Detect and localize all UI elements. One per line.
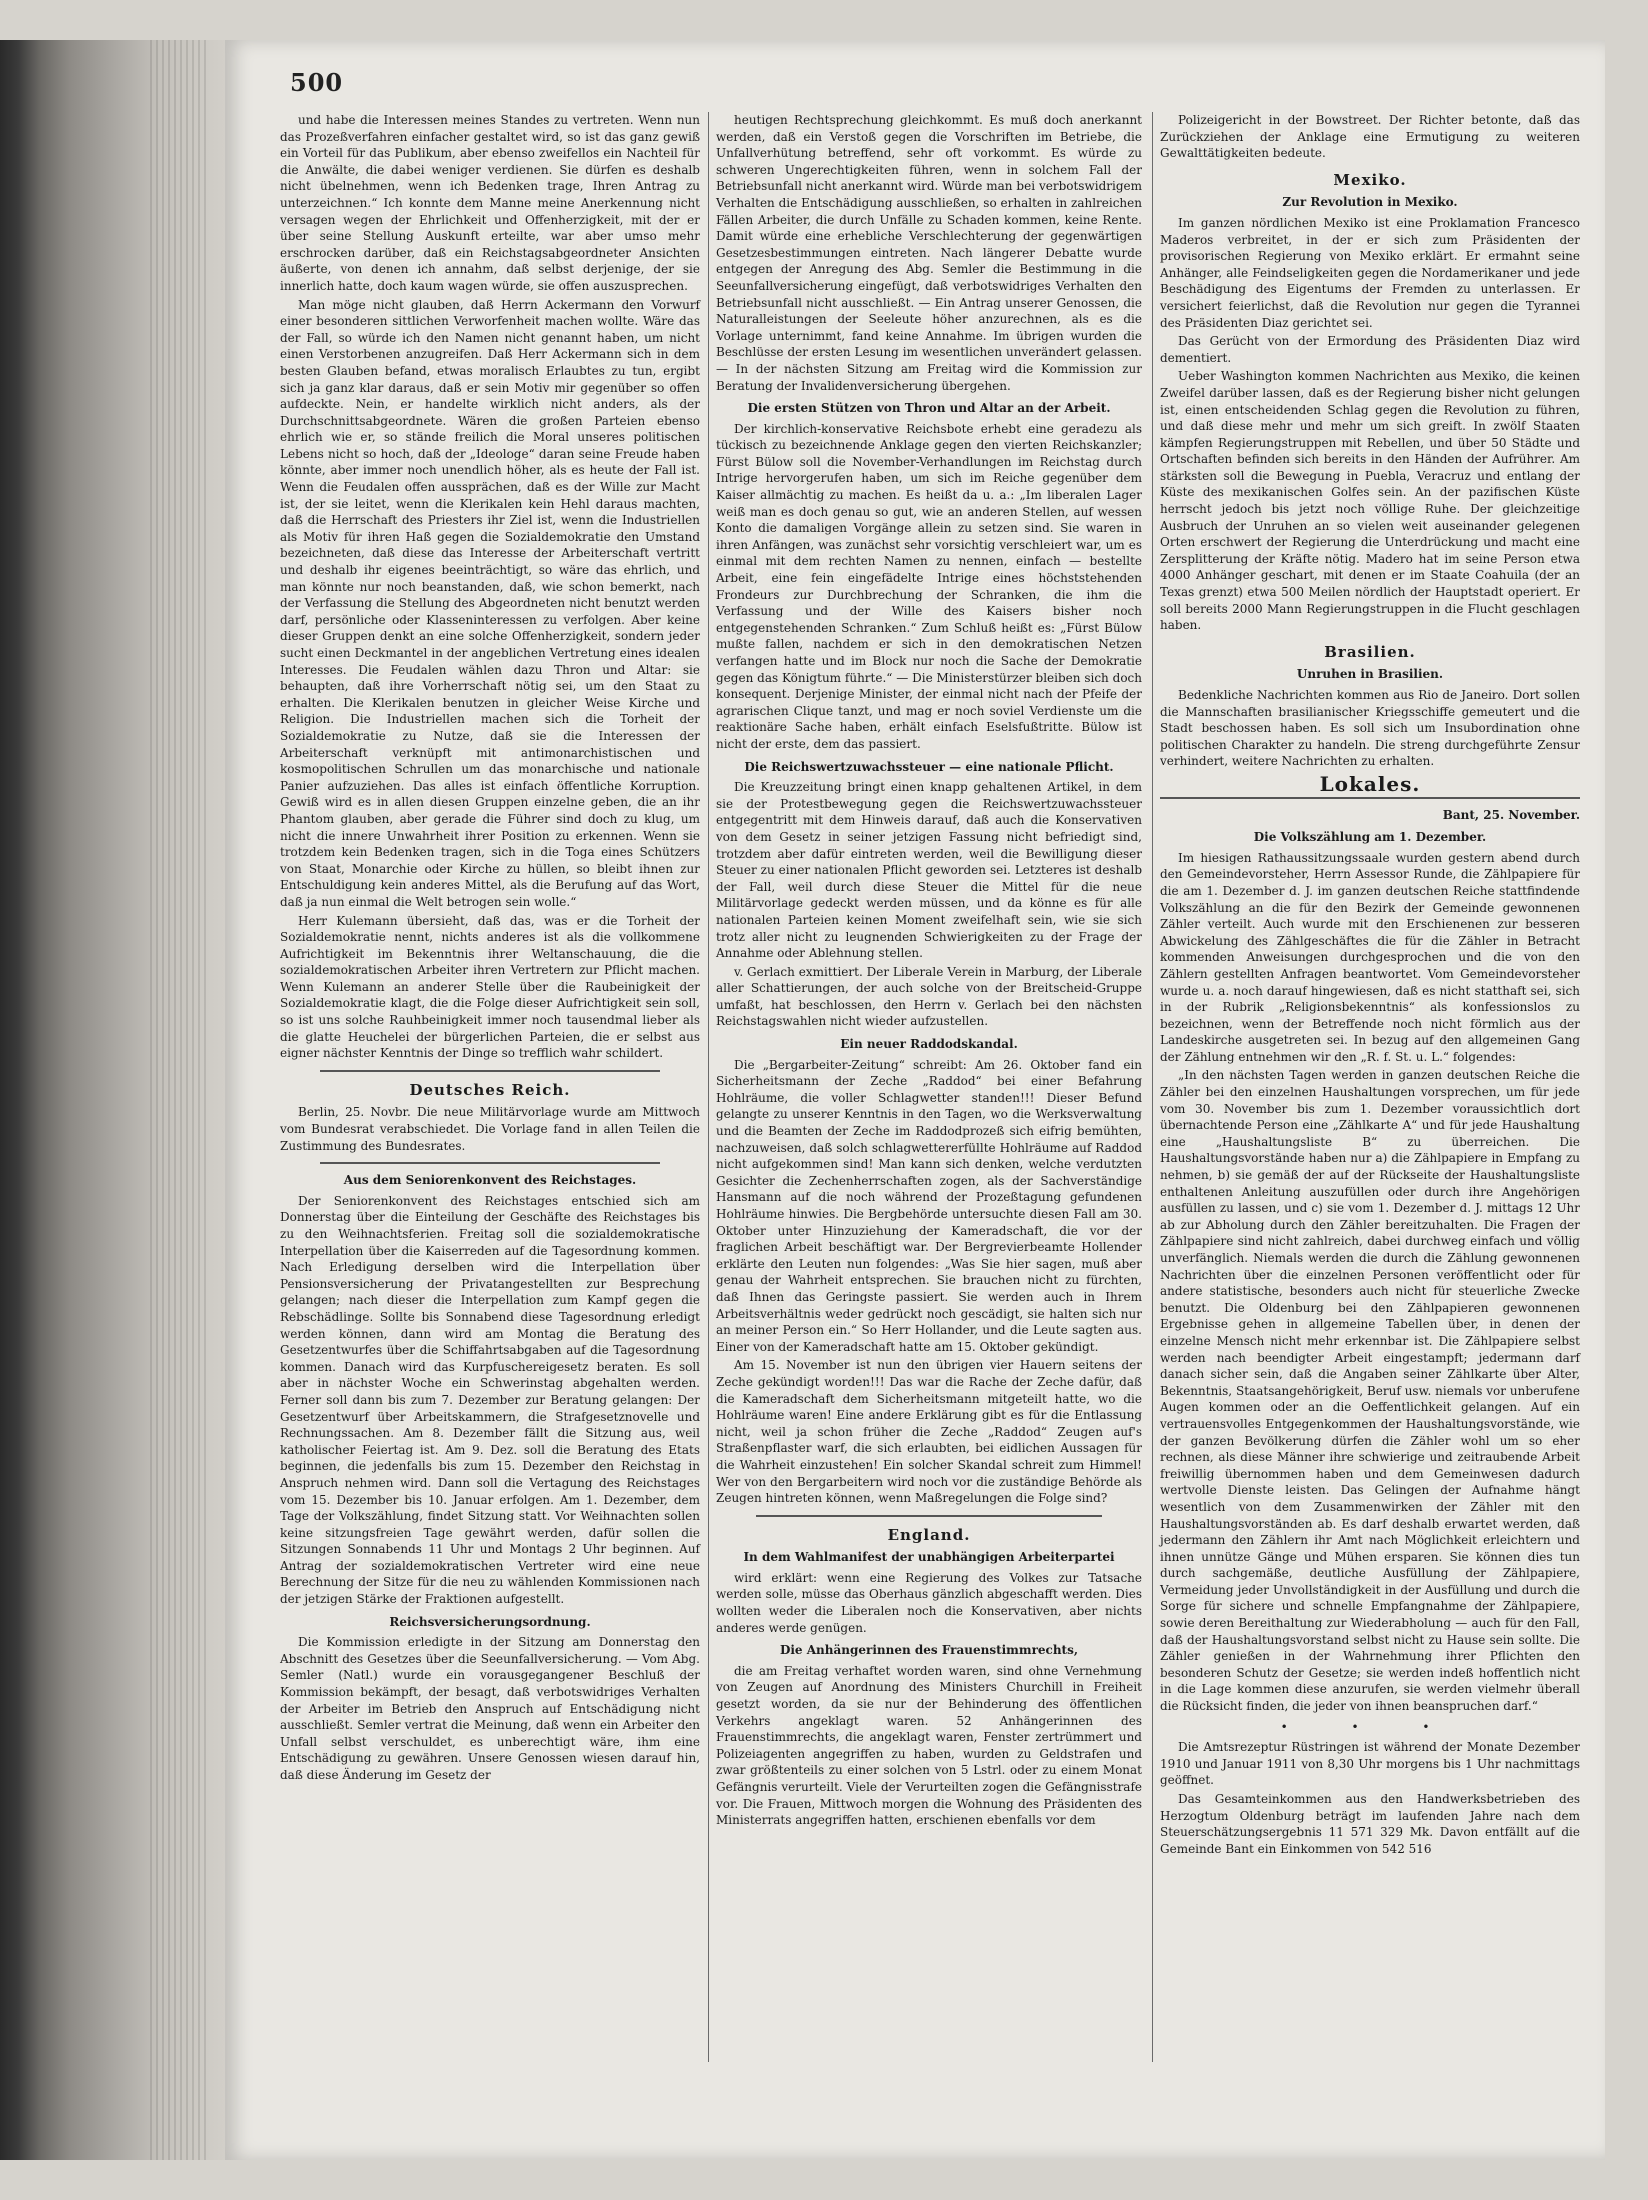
column-2	[716, 112, 1142, 2072]
subheading-raddod: Ein neuer Raddodskandal.	[840, 1037, 1018, 1052]
section-heading-england: England.	[887, 1525, 971, 1544]
page-number: 500	[290, 68, 344, 97]
paragraph: Die Kreuzzeitung bringt einen knapp gehaltenen Artikel, in dem sie der Protestbewegung gegen die Reichswertzuwachssteuer entgegentritt mit dem Hinweis darauf, daß auch die Konservativen von dem Gesetz in seiner jetzigen Fassung nicht befriedigt sind, trotzdem aber dafür eintreten werden, weil die Bewilligung dieser Steuer zu einer nationalen Pflicht geworden sei. Letzteres ist deshalb der Fall, weil durch diese Steuer die Mittel für die neue Militärvorlage gedeckt werden müssen, und da könne es für alle nationalen Parteien keinen Moment zweifelhaft sein, wie sie sich trotz aller nicht zu leugnenden Schwierigkeiten zu der Frage der Annahme oder Ablehnung stellen.	[716, 780, 1142, 961]
subheading-stuetzen: Die ersten Stützen von Thron und Altar an der Arbeit.	[747, 401, 1111, 416]
separator-dots: • • •	[1280, 1719, 1460, 1734]
subheading-reichsversicherung: Reichsversicherungsordnung.	[389, 1614, 591, 1629]
subheading-frauenstimmrecht: Die Anhängerinnen des Frauenstimmrechts,	[779, 1643, 1079, 1658]
section-heading-brasilien: Brasilien.	[1324, 642, 1416, 661]
paragraph: Die Kommission erledigte in der Sitzung am Donnerstag den Abschnitt des Gesetzes über die Seeunfallversicherung. — Vom Abg. Semler (Natl.) wurde ein vorausgegangener Beschluß der Kommission bekämpft, der besagt, daß verbotswidriges Verhalten der Arbeiter im Betrieb den Anspruch auf Entschädigung nicht ausschließt. Semler vertrat die Meinung, daß wenn ein Arbeiter den Unfall selbst verschuldet, es unberechtigt wäre, ihm eine Entschädigung zu gewähren. Unsere Genossen wiesen darauf hin, daß diese Änderung im Gesetz der	[280, 1635, 700, 1782]
paragraph: Die „Bergarbeiter-Zeitung“ schreibt: Am 26. Oktober fand ein Sicherheitsmann der Zeche „Raddod“ bei einer Befahrung Hohlräume, die voller Schlagwetter standen!!! Dieser Befund gelangte zu unserer Kenntnis in den Tagen, wo die Werksverwaltung und die Beamten der Zeche im Raddodprozeß sich eifrig bemühten, nachzuweisen, daß solch schlagwettererfüllte Hohlräume auf Raddod nicht aufgekommen sind! Man kann sich denken, welche verdutzten Gesichter die Zechenherrschaften zogen, als der Sachverständige Hansmann auf die noch während der Prozeßtagung gefundenen Hohlräume hinwies. Die Bergbehörde untersuchte diesen Fall am 30. Oktober unter Hinzuziehung der Kameradschaft, die vor der fraglichen Arbeit beschäftigt war. Der Bergrevierbeamte Hollender erklärte den Leuten nun folgendes: „Was Sie hier sagen, muß aber genau der Wahrheit entsprechen. Sie brauchen nicht zu fürchten, daß Ihnen das Geringste passiert. Sie werden auch in Ihrem Arbeitsverhältnis weder gedrückt noch gescädigt, sie halten sich nur an meiner Person ein.“ So Herr Hollander, und die Leute sagten aus. Einer von der Kameradschaft hatte am 15. Oktober gekündigt.	[716, 1057, 1142, 1354]
paragraph-gesamteinkommen: Das Gesamteinkommen aus den Handwerksbetrieben des Herzogtum Oldenburg beträgt im laufenden Jahre nach dem Steuerschätzungsergebnis 11 571 329 Mk. Davon entfällt auf die Gemeinde Bant ein Einkommen von 542 516	[1160, 1792, 1580, 1856]
paragraph: Der Seniorenkonvent des Reichstages entschied sich am Donnerstag über die Einteilung der Geschäfte des Reichstages bis zu den Weihnachtsferien. Freitag soll die sozialdemokratische Interpellation über die Kaiserreden auf die Tagesordnung kommen. Nach Erledigung derselben wird die Interpellation über Pensionsversicherung der Privatangestellten zur Besprechung gelangen; nach dieser die Interpellation zum Kampf gegen die Rebschädlinge. Sollte bis Sonnabend diese Tagesordnung erledigt werden können, dann wird am Montag die Beratung des Gesetzentwurfes über die Schiffahrtsabgaben auf die Tagesordnung kommen. Danach wird das Kurpfuschereigesetz beraten. Es soll aber in nächster Woche ein Schwerinstag abgehalten werden. Ferner soll dann bis zum 7. Dezember zur Beratung gelangen: Der Gesetzentwurf über Arbeitskammern, die Strafgesetznovelle und Rechnungssachen. Am 8. Dezember fällt die Sitzung aus, weil katholischer Feiertag ist. Am 9. Dez. soll die Beratung des Etats beginnen, die jedenfalls bis zum 15. Dezember den Reichstag in Anspruch nehmen wird. Dann soll die Vertagung des Reichstages vom 15. Dezember bis 10. Januar erfolgen. Am 1. Dezember, dem Tage der Volkszählung, findet Sitzung statt. Vor Weihnachten sollen keine sitzungsfreien Tage gewährt werden, dafür sollen die Sitzungen Sonnabends 11 Uhr und Montags 2 Uhr beginnen. Auf Antrag der sozialdemokratischen Vertreter wird eine neue Berechnung der Sitze für die neu zu wählenden Kommissionen nach der jetzigen Stärke der Fraktionen aufgestellt.	[280, 1193, 700, 1607]
section-rule	[756, 1515, 1102, 1517]
column-1	[280, 112, 700, 1902]
subheading-reichswertzuwachssteuer: Die Reichswertzuwachssteuer — eine nationale Pflicht.	[744, 759, 1114, 774]
column-rule-1	[708, 112, 709, 2062]
paragraph: und habe die Interessen meines Standes zu vertreten. Wenn nun das Prozeßverfahren einfacher gestaltet wird, so ist das ganz gewiß ein Vorteil für das Publikum, aber ebenso zweifellos ein Nachteil für die Anwälte, die dabei weniger verdienen. Sie dürfen es deshalb nicht übelnehmen, wenn ich Bedenken trage, Ihren Antrag zu unterzeichnen.“ Ich konnte dem Manne meine Anerkennung nicht versagen wegen der Ehrlichkeit und Offenherzigkeit, mit der er über seine Stellung Auskunft erteilte, war aber umso mehr erschrocken darüber, daß ein Reichstagsabgeordneter Ansichten äußerte, von denen ich annahm, daß selbst derjenige, der sie innerlich hatte, doch kaum wagen würde, sie offen auszusprechen.	[280, 113, 700, 293]
paragraph: Ueber Washington kommen Nachrichten aus Mexiko, die keinen Zweifel darüber lassen, daß es der Regierung bisher nicht gelungen ist, einen entscheidenden Schlag gegen die Revolution zu führen, und daß diese mehr und mehr um sich greift. In zwölf Staaten kämpfen Regierungstruppen mit Rebellen, und über 50 Städte und Ortschaften befinden sich bereits in den Händen der Aufrührer. Am stärksten soll die Bewegung in Puebla, Veracruz und entlang der Küste des mexikanischen Golfes sein. An der pazifischen Küste herrscht jedoch bis jetzt noch völlige Ruhe. Der gleichzeitige Ausbruch der Unruhen an so vielen weit auseinander gelegenen Orten erschwert der Regierung die Unterdrückung und macht eine Zersplitterung der Kräfte nötig. Madero hat im seine Person etwa 4000 Anhänger geschart, mit denen er im Staate Coahuila (der an Texas grenzt) etwa 500 Meilen nördlich der Hauptstadt operiert. Er soll bereits 2000 Mann Regierungstruppen in die Flucht geschlagen haben.	[1160, 369, 1580, 633]
paragraph: Der kirchlich-konservative Reichsbote erhebt eine geradezu als tückisch zu bezeichnende Anklage gegen den vierten Reichskanzler; Fürst Bülow soll die November-Verhandlungen im Reichstag durch Intrige hervorgerufen haben, um sich im Reiche gegenüber dem Kaiser allmächtig zu machen. Es heißt da u. a.: „Im liberalen Lager weiß man es doch genau so gut, wie an anderen Stellen, auf wessen Konto die damaligen Vorgänge allein zu setzen sind. Sie waren in ihren Anfängen, was zunächst sehr vorsichtig verschleiert war, um es einmal mit dem rechten Namen zu nennen, einfach — bestellte Arbeit, eine fein eingefädelte Intrige eines höchststehenden Frondeurs zur Durchbrechung der Schranken, die ihm die Verfassung und der Wille des Kaisers bisher noch entgegenstehenden Schranken.“ Zum Schluß heißt es: „Fürst Bülow mußte fallen, nachdem er sich in den demokratischen Netzen verfangen hatte und im Block nur noch die Sache der Demokratie gegen das Königtum führte.“ — Die Ministerstürzer bleiben sich doch konsequent. Derjenige Minister, der einmal nicht nach der Pfeife der agrarischen Clique tanzt, und mag er noch soviel Verdienste um die reaktionäre Sache haben, erhält einfach Eselsfußtritte. Bülow ist nicht der erste, dem das passiert.	[716, 421, 1142, 751]
paragraph: heutigen Rechtsprechung gleichkommt. Es muß doch anerkannt werden, daß ein Verstoß gegen die Vorschriften im Betriebe, die Unfallverhütung betreffend, sehr oft vorkommt. Es würde zu schweren Ungerechtigkeiten führen, wenn in solchem Fall der Betriebsunfall nicht anerkannt wird. Würde man bei verbotswidrigem Verhalten die Entschädigung ausschließen, so erhalten in zahlreichen Fällen Arbeiter, die durch Unfälle zu Schaden kommen, keine Rente. Damit würde eine erhebliche Verschlechterung der gegenwärtigen Gesetzesbestimmungen eintreten. Nach längerer Debatte wurde entgegen der Anregung des Abg. Semler die Bestimmung in die Seeunfallversicherung eingefügt, daß verbotswidriges Verhalten den Betriebsunfall nicht ausschließt. — Ein Antrag unserer Genossen, die Naturalleistungen der Seeleute höher anzurechnen, als es die Vorlage unternimmt, fand keine Annahme. Im übrigen wurden die Beschlüsse der ersten Lesung im wesentlichen unverändert gelassen. — In der nächsten Sitzung am Freitag wird die Kommission zur Beratung der Invalidenversicherung übergehen.	[716, 113, 1142, 393]
paragraph: Im hiesigen Rathaussitzungssaale wurden gestern abend durch den Gemeindevorsteher, Herrn Assessor Runde, die Zählpapiere für die am 1. Dezember d. J. im ganzen deutschen Reiche stattfindende Volkszählung an die für den Bezirk der Gemeinde gewonnenen Zähler verteilt. Auch wurde mit den Erschienenen zur besseren Abwickelung des Zählgeschäftes die für die Zähler in Betracht kommenden Anweisungen durchgesprochen und die von den Zählern gestellten Anfragen beantwortet. Vom Gemeindevorsteher wurde u. a. noch darauf hingewiesen, daß es nicht statthaft sei, sich in der Rubrik „Religionsbekenntnis“ als konfessionslos zu bezeichnen, wenn der Betreffende noch nicht förmlich aus der Landeskirche ausgetreten sei. In bezug auf den allgemeinen Gang der Zählung entnehmen wir den „R. f. St. u. L.“ folgendes:	[1160, 850, 1580, 1064]
subheading-senioren: Aus dem Seniorenkonvent des Reichstages.	[343, 1173, 637, 1188]
paragraph: die am Freitag verhaftet worden waren, sind ohne Vernehmung von Zeugen auf Anordnung des Ministers Churchill in Freiheit gesetzt worden, da sie nur der Behinderung des öffentlichen Verkehrs angeklagt waren. 52 Anhängerinnen des Frauenstimmrechts, die angeklagt waren, Fenster zertrümmert und Polizeiagenten angegriffen zu haben, wurden zu Geldstrafen und zwar größtenteils zu einer solchen von 5 Lstrl. oder zu einem Monat Gefängnis verurteilt. Viele der Verurteilten zogen die Gefängnisstrafe vor. Die Frauen, Mittwoch morgen die Wohnung des Präsidenten des Ministerrats angegriffen hatten, erschienen ebenfalls vor dem	[716, 1663, 1142, 1828]
section-rule	[320, 1070, 660, 1072]
section-heading-mexiko: Mexiko.	[1333, 170, 1407, 189]
paragraph: Das Gerücht von der Ermordung des Präsidenten Diaz wird dementiert.	[1160, 334, 1580, 365]
paragraph: Im ganzen nördlichen Mexiko ist eine Proklamation Francesco Maderos verbreitet, in der er sich zum Präsidenten der provisorischen Regierung von Mexiko erklärt. Er ermahnt seine Anhänger, alle Feindseligkeiten gegen die Nordamerikaner und jede Beschädigung des Eigentums der Fremden zu unterlassen. Er versichert feierlichst, daß die Revolution nur gegen die Tyrannei des Präsidenten Diaz gerichtet sei.	[1160, 215, 1580, 330]
paragraph-amtsrezeptur: Die Amtsrezeptur Rüstringen ist während der Monate Dezember 1910 und Januar 1911 von 8,30 Uhr morgens bis 1 Uhr nachmittags geöffnet.	[1160, 1740, 1580, 1788]
subheading-wahlmanifest: In dem Wahlmanifest der unabhängigen Arbeiterpartei	[743, 1550, 1115, 1565]
paragraph: Am 15. November ist nun den übrigen vier Hauern seitens der Zeche gekündigt worden!!! Das war die Rache der Zeche dafür, daß die Kameradschaft dem Sicherheitsmann mitgeteilt hatte, wo die Hohlräume waren! Eine andere Erklärung gibt es für die Entlassung nicht, weil ja schon früher die Zeche „Raddod“ Zeugen auf's Straßenpflaster warf, die sich erlaubten, bei eidlichen Aussagen für die Wahrheit einzustehen! Ein solcher Skandal schreit zum Himmel! Wer von den Bergarbeitern wird noch vor die zuständige Behörde als Zeugen hintreten können, wenn Maßregelungen die Folge sind?	[716, 1358, 1142, 1506]
paragraph: Polizeigericht in der Bowstreet. Der Richter betonte, daß das Zurückziehen der Anklage eine Ermutigung zu weiteren Gewalttätigkeiten bedeute.	[1160, 113, 1580, 161]
subheading-revolution: Zur Revolution in Mexiko.	[1282, 195, 1458, 210]
section-rule	[320, 1162, 660, 1164]
paragraph: wird erklärt: wenn eine Regierung des Volkes zur Tatsache werden solle, müsse das Oberhaus gänzlich abgeschafft werden. Dies wollten weder die Liberalen noch die Konservativen, aber nichts anderes werde genügen.	[716, 1570, 1142, 1635]
subheading-volkszaehlung: Die Volkszählung am 1. Dezember.	[1253, 830, 1487, 845]
paragraph: „In den nächsten Tagen werden in ganzen deutschen Reiche die Zähler bei den einzelnen Haushaltungen vorsprechen, um für jede vom 30. November bis zum 1. Dezember voraussichtlich dort übernachtende Person eine „Zählkarte A“ und für jede Haushaltung eine „Haushaltungsliste B“ zu überreichen. Die Haushaltungsvorstände haben nur a) die Zählpapiere in Empfang zu nehmen, b) sie gemäß der auf der Rückseite der Haushaltungsliste enthaltenen Anleitung auszufüllen oder durch ihre Angehörigen ausfüllen zu lassen, und c) sie vom 1. Dezember d. J. mittags 12 Uhr ab zur Abholung durch den Zähler bereitzuhalten. Die Fragen der Zählpapiere sind nicht zahlreich, dabei durchweg einfach und völlig unverfänglich. Niemals werden die durch die Zählung gewonnenen Nachrichten über die einzelnen Personen veröffentlicht oder für andere statistische, besonders auch nicht für steuerliche Zwecke benutzt. Die Oldenburg bei den Zählpapieren gewonnenen Ergebnisse gehen in allgemeine Tabellen über, in denen der einzelne Mensch nicht mehr erkennbar ist. Die Zählpapiere selbst werden nach beendigter Arbeit eingestampft; jedermann darf danach sicher sein, daß die Angaben seiner Zählkarte über Alter, Bekenntnis, Staatsangehörigkeit, Beruf usw. niemals vor unberufene Augen kommen oder an die Oeffentlichkeit gelangen. Auf ein vertrauensvolles Entgegenkommen der Haushaltungsvorstände, wie der ganzen Bevölkerung dürfen die Zähler wohl um so eher rechnen, als diese Männer ihre schwierige und zeitraubende Arbeit freiwillig übernommen haben und dem Gemeinwesen dadurch wertvolle Dienste leisten. Das Gelingen der Aufnahme hängt wesentlich von dem Zusammenwirken der Zähler mit den Haushaltungsvorständen ab. Es darf deshalb erwartet werden, daß jedermann den Zählern ihr Amt nach Möglichkeit erleichtern und ihnen unnütze Gänge und Mühen ersparen. Sie können dies tun durch sachgemäße, deutliche Ausfüllung der Zählpapiere, Vermeidung jeder Unvollständigkeit in der Ausfüllung und durch die Sorge für sichere und schnelle Empfangnahme der Zählpapiere, sowie deren Bereithaltung zur Wiederabholung — auch für den Fall, daß der Haushaltungsvorstand selbst nicht zu Hause sein sollte. Die Zähler genießen in der Wahrnehmung ihrer Pflichten den besonderen Schutz der Gesetze; sie werden indeß hoffentlich nicht in die Lage kommen diese anzurufen, sie werden vielmehr überall die Rücksicht finden, die jeder von ihnen beanspruchen darf.“	[1160, 1068, 1580, 1714]
paragraph: Berlin, 25. Novbr. Die neue Militärvorlage wurde am Mittwoch vom Bundesrat verabschiedet. Die Vorlage fand in allen Teilen die Zustimmung des Bundesrates.	[280, 1105, 700, 1153]
column-3	[1160, 112, 1580, 2062]
paragraph: Herr Kulemann übersieht, daß das, was er die Torheit der Sozialdemokratie nennt, nichts anderes ist als die vollkommene Aufrichtigkeit im Bekenntnis ihrer Weltanschauung, die die sozialdemokratischen Arbeiter ihren Vertretern zur Pflicht machen. Wenn Kulemann an anderer Stelle über die Raubeinigkeit der Sozialdemokratie klagt, die die Folge dieser Aufrichtigkeit sein soll, so ist uns solche Rauhbeinigkeit immer noch tausendmal lieber als die glatte Heuchelei der bürgerlichen Parteien, die er selbst aus eigner nächster Kenntnis der Dinge so trefflich wahr schildert.	[280, 913, 700, 1061]
subheading-unruhen: Unruhen in Brasilien.	[1296, 667, 1444, 682]
paragraph-gerlach: v. Gerlach exmittiert. Der Liberale Verein in Marburg, der Liberale aller Schattierungen, der auch solche von der Breitscheid-Gruppe umfaßt, hat beschlossen, den Herrn v. Gerlach bei den nächsten Reichstagswahlen nicht wieder aufzustellen.	[716, 964, 1142, 1029]
column-rule-2	[1152, 112, 1153, 2062]
section-heading-lokales: Lokales.	[1160, 776, 1580, 799]
dateline: Bant, 25. November.	[1442, 807, 1580, 822]
section-heading-reich: Deutsches Reich.	[409, 1080, 571, 1099]
paragraph: Bedenkliche Nachrichten kommen aus Rio de Janeiro. Dort sollen die Mannschaften brasilianischer Kriegsschiffe gemeutert und die Stadt beschossen haben. Es soll sich um Insubordination ohne politischen Charakter zu handeln. Die streng durchgeführte Zensur verhindert, weitere Nachrichten zu erhalten.	[1160, 688, 1580, 769]
paragraph: Man möge nicht glauben, daß Herrn Ackermann den Vorwurf einer besonderen sittlichen Verworfenheit machen wollte. Wäre das der Fall, so würde ich den Namen nicht genannt haben, um nicht einen Verstorbenen anzugreifen. Daß Herr Ackermann sich in dem besten Glauben befand, etwas moralisch Erlaubtes zu tun, ergibt sich ja ganz klar daraus, daß er sein Motiv mir gegenüber so offen aufdeckte. Nein, er handelte wirklich nicht anders, als der Durchschnittsabgeordnete. Wären die großen Parteien ebenso ehrlich wie er, so stände freilich die Moral unseres politischen Lebens nicht so hoch, daß der „Ideologe“ daran seine Freude haben könnte, aber immer noch unendlich höher, als es heute der Fall ist. Wenn die Feudalen offen aussprächen, daß es der Wille zur Macht ist, der sie leitet, wenn die Klerikalen kein Hehl daraus machten, daß die Herrschaft des Priesters ihr Ziel ist, wenn die Industriellen als Motiv für ihren Haß gegen die Sozialdemokratie den Umstand bezeichneten, daß diese das Interesse der Arbeiterschaft vertritt und deshalb ihr eigenes beeinträchtigt, so wäre das ehrlich, und man könnte nur noch beanstanden, daß, wie schon bemerkt, nach der Verfassung die Stellung des Abgeordneten nicht benutzt werden darf, persönliche oder Klasseninteressen zu verfolgen. Aber keine dieser Gruppen denkt an eine solche Offenherzigkeit, sondern jeder sucht einen Deckmantel in der angeblichen Vertretung eines idealen Interesses. Die Feudalen wählen dazu Thron und Altar: sie behaupten, daß ihre Vorherrschaft nötig sei, um den Staat zu erhalten. Die Klerikalen benutzen in gleicher Weise Kirche und Religion. Die Industriellen machen sich die Torheit der Sozialdemokratie zu Nutze, daß sie die Interessen der Arbeiterschaft verknüpft mit antimonarchistischen und kosmopolitischen Schrullen um das monarchische und nationale Panier aufzuziehen. Das alles ist einfach öffentliche Korruption. Gewiß wird es in allen diesen Gruppen einzelne geben, die an ihr Phantom glauben, aber gerade die Führer sind doch zu klug, um nicht die innere Unwahrheit ihrer Position zu erkennen. Wenn sie trotzdem kein Bedenken tragen, sich in die Toga eines Schützers von Staat, Monarchie oder Kirche zu hüllen, so bleibt ihnen zur Entschuldigung kein anderes Mittel, als die Berufung auf das Wort, daß ja nun einmal die Welt betrogen sein wolle.“	[280, 297, 700, 909]
book-binding	[0, 40, 225, 2160]
